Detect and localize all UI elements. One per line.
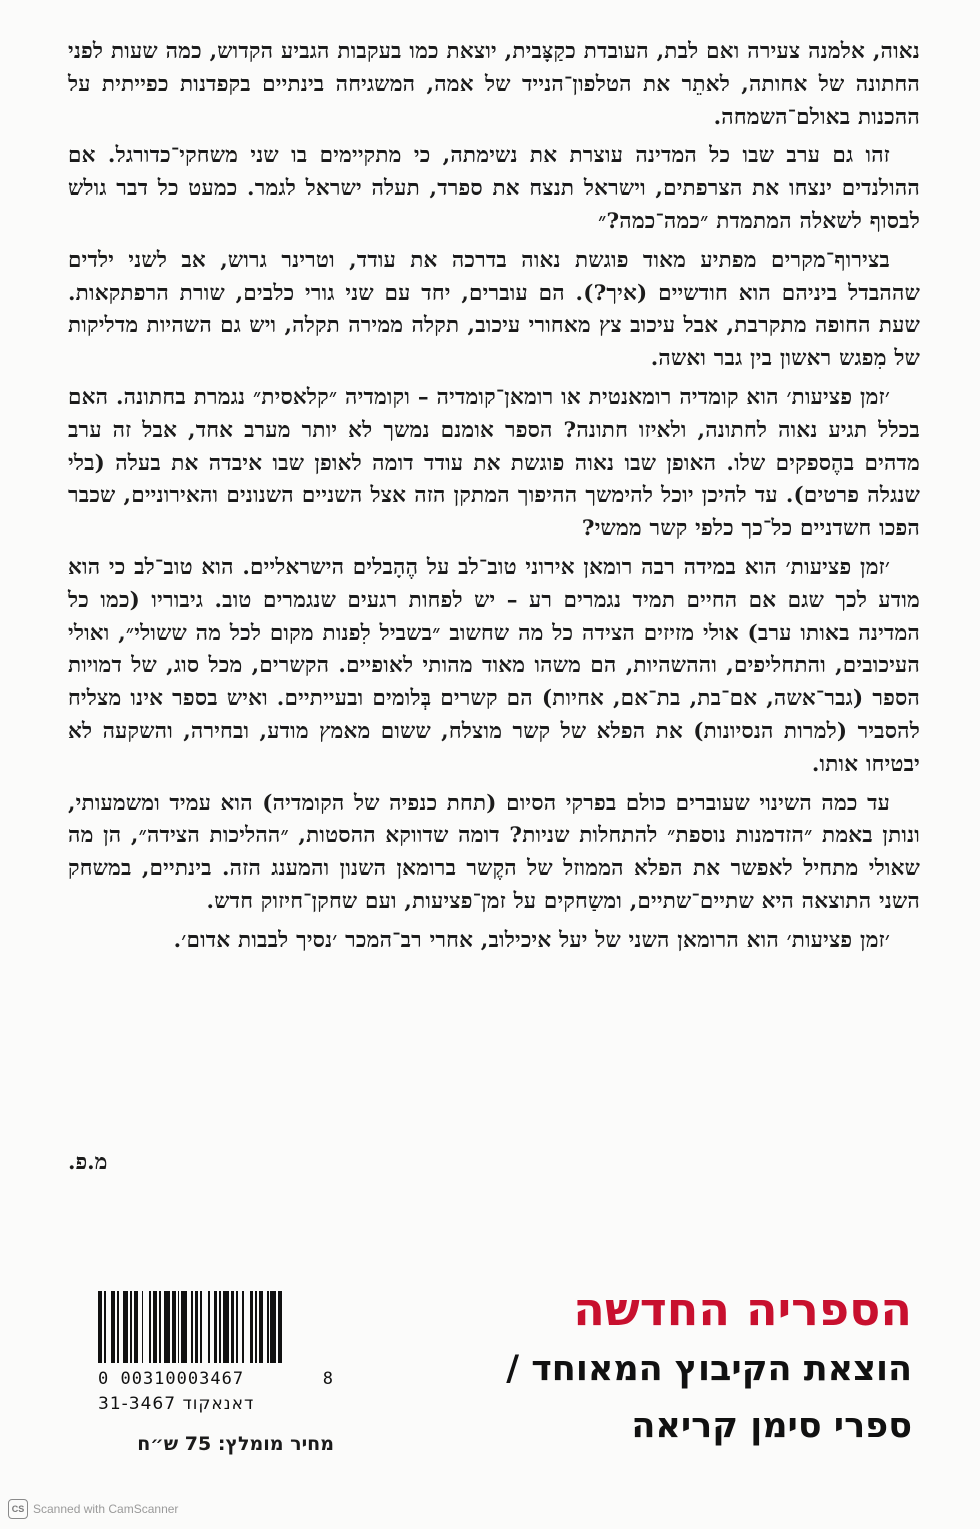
barcode-number	[98, 1369, 334, 1389]
blurb-paragraph: זהו גם ערב שבו כל המדינה עוצרת את נשימתה, כי מתקיימים בו שני משחקי־כדורגל. אם ההולנדים ינצחו את הצרפתים, וישראל תנצח את ספרד, תעלה ישראל לגמר. כמעט כל דבר גולש לבסוף לשאלה המתמדת ״כמה־כמה?״	[68, 143, 920, 234]
barcode-digits: 0 00310003467	[98, 1369, 245, 1389]
blurb-paragraph: ׳זמן פציעות׳ הוא הרומאן השני של יעל איכילוב, אחרי רב־המכר ׳נסיך לבבות אדום׳.	[173, 927, 890, 953]
blurb-paragraph: ׳זמן פציעות׳ הוא במידה רבה רומאן אירוני טוב־לב על הֶהָבלים הישראליים. הוא טוב־לב כי הוא מודע לכך שגם אם החיים תמיד נגמרים רע – יש לפחות רגעים שנגמרים טוב. גיבוריו (כמו כל המדינה באותו ערב) אולי מזיזים הצידה כל מה שחשוב ״בשביל לִפנות מקום לכל מה ששולי״, ואולי העיכובים, והתחליפים, וההשהיות, הם משהו מאוד מהותי לאופיים. הקשרים, מכל סוג, של דמויות הספר (גבר־אשה, אם־בת, בת־אם, אחיות) הם קשרים בְּלומים ובעייתיים. ואיש בספר אינו מצליח להסביר (למרות הנסיונות) את הפלא של קשר מוצלח, ששום מאמץ מודע, ובחירה, והשקעה לא יבטיחו אותו.	[68, 554, 920, 777]
blurb-paragraph: עד כמה השינוי שעוברים כולם בפרקי הסיום (תחת כנפיה של הקומדיה) הוא עמיד ומשמעותי, ונותן באמת ״הזדמנות נוספת״ להתחלות שניות? דומה שדווקא ההסטות, ״ההליכות הצידה״, הן מה שאולי מתחיל לאפשר את הפלא הממוזל של הקֶשר ברומאן השנון והמענג הזה. בינתיים, במשחק השני התוצאה היא שתיים־שתיים, ומשַחקים על זמן־פציעות, ועם שחקן־חיזוק חדש.	[68, 790, 920, 914]
series-title: הספריה החדשה	[573, 1282, 912, 1336]
blurb-paragraph: נאוה, אלמנה צעירה ואם לבת, העובדת כקַצָּבית, יוצאת כמו בעקבות הגביע הקדוש, כמה שעות לפני החתונה של אחותה, לאתֵר את הטלפון־הנייד של אמה, המשגיחה בינתיים בקפדנות כפייתית על ההכנות באולם־השמחה.	[68, 39, 920, 130]
catalog-number: 31-3467 דאנאקוד	[98, 1394, 255, 1414]
scanner-watermark	[8, 1499, 178, 1519]
blurb-text	[68, 36, 920, 964]
subseries-name: ספרי סימן קריאה	[631, 1406, 912, 1446]
publisher-block	[392, 1278, 912, 1454]
blurb-paragraph: בצירוף־מקרים מפתיע מאוד פוגשת נאוה בדרכה את עודד, וטרינר גרוש, אב לשני ילדים שההבדל ביניהם הוא חודשיים (איך?). הם עוברים, יחד עם שני גורי כלבים, שורת הרפתקאות. שעת החופה מתקרבת, אבל עיכוב צץ מאחורי עיכוב, תקלה ממירה תקלה, ויש גם השהיות מדליקות של מִפגש ראשון בין גבר ואשה.	[68, 247, 920, 372]
camscanner-logo-icon: CS	[8, 1499, 28, 1519]
barcode-block	[98, 1291, 334, 1415]
barcode-bar	[282, 1291, 284, 1363]
watermark-text: Scanned with CamScanner	[33, 1502, 179, 1516]
blurb-paragraph: ׳זמן פציעות׳ הוא קומדיה רומאנטית או רומאן־קומדיה – וקומדיה ״קלאסית״ נגמרת בחתונה. האם בכלל תגיע נאוה לחתונה, ולאיזו חתונה? הספר אומנם נמשך לא יותר מערב אחד, אבל זה ערב מדהים בהֶספקים שלו. האופן שבו נאוה פוגשת את עודד דומה לאופן שבו איבדה את בעלה (בלי שנגלה פרטים). עד להיכן יוכל להימשך ההיפוך המתקן הזה אצל השניים השנונים והאירוניים, שכבר הפכו חשדניים כל־כך כלפי קשר ממשי?	[68, 384, 920, 542]
publisher-imprint: הוצאת הקיבוץ המאוחד /	[506, 1349, 912, 1389]
editor-signature: מ.פ.	[68, 1150, 108, 1175]
barcode-check-digit: 8	[322, 1369, 334, 1389]
recommended-price: מחיר מומלץ: 75 ש״ח	[137, 1433, 334, 1455]
barcode-bars	[98, 1291, 334, 1363]
